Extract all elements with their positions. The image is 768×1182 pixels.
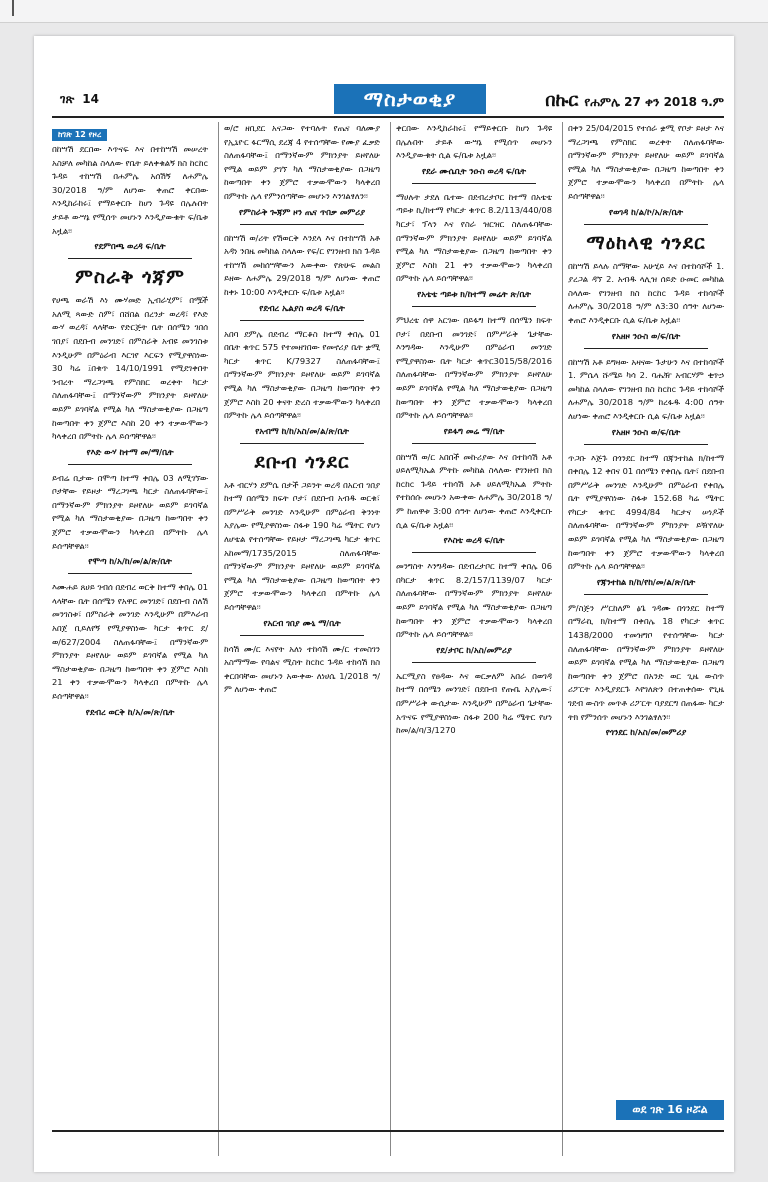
- masthead: [52, 84, 724, 114]
- divider: [240, 224, 365, 225]
- notice: ም/ስጅን ሥርከለም ፅጌ ገዳሙ በጎንደር ከተማ በማራኪ ክ/ከተማ በቀበሌ 18 የካርታ ቁጥር 1438/2000 ተመዝግቦ የተሰጣቸው ካርታ ስለጠፋባቸው በማንኛውም ምክንያት ይዞየለሁ ወይም ይገባኛል የሚል ካለ ማስታወቂያው በጋዜጣ ከወጣበት ቀን ጀምሮ በአንድ ወር ጊዜ ውስጥ ሪፖርት እንዲያደርጉ እየገለጽን በተጠቀሰው የጊዜ ገደብ ውስጥ መጥቶ ሪፖርት ባያደርግ በጠፋው ካርታ ትክ የምንሰጥ መሆኑን እንገልፃለን፡፡: [568, 602, 724, 722]
- column-separator: [562, 122, 563, 1156]
- notice-signature: የእድ ውሃ ከተማ መ/ማ/ቤት: [86, 446, 174, 457]
- notice: ማሀሉት ታደለ ቤተው በደብረታቦር ከተማ በአቴቴ ጣይቱ ኪ/ከተማ የካርታ ቁጥር 8.2/113/440/08 ካርታ፣ ፕላን እና የስራ ዝርዝር ስለጠፋባቸው በማንኛውም ምክንያት ይዞየለሁ ወይም ይገባኛል የሚል ካለ ማስታወቂያው በጋዜጣ ከወጣበት ቀን ጀምሮ እስከ 21 ቀን ተቃውሞውን ካላቀረበ በምትኩ ሌላ ይሰጣቸዋል፡፡: [396, 191, 552, 284]
- divider: [240, 635, 365, 636]
- notice-signature: የአዘዞ ንዑስ ወ/ፍ/ቤት: [611, 426, 681, 437]
- notice: ምህረቴ ሰዋ አርገው በይፋግ ከተማ በሰሜን ክፍት ቦታ፣ በደቡብ መንገድ፣ በምሥራቅ ጌታቸው እንግዳው እንዲሁም በምዕራብ መንገድ የሚያዋስነው ቤት ካርታ ቁጥር3015/58/2016 ስለጠፋባቸው በማንኛውም ምክንያት ይዞየለሁ ወይም ይገባኛል የሚል ካለ ማስታወቂያው በጋዜጣ ከወጣበት ቀን ጀምሮ ተቃውሞውን ካላቀረበ በምትኩ ሌላ ይሰጣቸዋል፡፡: [396, 314, 552, 421]
- divider: [584, 348, 709, 349]
- divider: [584, 444, 709, 445]
- divider: [68, 258, 193, 259]
- notice: በከሣሽ ወ/ር አበበች መኩሪያው እና በተከሳሽ አቶ ሀይለሚካኤል ምትኩ መካከል ስላለው የገንዘብ ክስ ከcከc ጉዳይ ተከሳሽ አቶ ሀይለሚካኤል ምትኩ የተከሰሱ መሆኑን አውቀው ለሐምሌ 30/2018 ዓ/ም ከጠዋቱ 3:00 ሰዓት ለሆነው ቀጠሮ እንዲቀርቡ ሲል ፍ/ቤቱ አዟል፡፡: [396, 451, 552, 530]
- divider: [412, 662, 537, 663]
- divider: [412, 552, 537, 553]
- scroll-marker: [12, 0, 14, 16]
- issue-date: የሐምሌ 27 ቀን 2018 ዓ.ም: [584, 95, 724, 109]
- notice: መንግስት እንግዳው በደብረታቦር ከተማ ቀበሌ 06 በካርታ ቁጥር 8.2/157/1139/07 ካርታ ስለጠፋባቸው በማንኛውም ምክንያት ይዞየለሁ ወይም ይገባኛል የሚል ካለ ማስታወቂያው በጋዜጣ ከወጣበት ቀን ጀምሮ ተቃውሞውን ካላቀረበ በምትኩ ሌላ ይሰጣቸዋል፡፡: [396, 561, 552, 640]
- notice-signature: የሞጣ ከ/አ/ከ/መ/ል/ጽ/ቤት: [88, 556, 172, 567]
- notice: ቀርበው እንዲከራከሩ፤ የማይቀርቡ ከሆነ ጉዳዩ በሌሉበት ታይቶ ውሣኔ የሚሰጥ መሆኑን እንዲያውቁት ሲል ፍ/ቤቱ አዟል፡፡: [396, 123, 552, 161]
- continued-from-label: ከገጽ 12 የዞረ: [52, 129, 107, 141]
- notice-signature: የአቴቴ ጣይቱ ክ/ከተማ መሬት ጽ/ቤት: [417, 288, 531, 299]
- column-4: [568, 122, 724, 743]
- notice: ወ/ሮ ዘቢደር አናጋው የተባሉት የጤና ባለሙያ የኢኒዮር ፋርማሲ ደረጃ 4 የተሰጣቸው የሙያ ፈቃድ ስለጠፋባቸው፤ በማንኛውም ምክንያት ይዞየለሁ የሚል ወይም ያገኘ ካለ ማስታወቂያው በጋዜጣ ከወጣበት ቀን ጀምሮ ተቃውሞውን ካላቀረበ በምትኩ ሌላ የምንሰጣቸው መሆኑን እንገልፃለን፡፡: [224, 123, 380, 201]
- issue-info: [545, 90, 724, 111]
- notice-signature: የደብረ ኤልያስ ወረዳ ፍ/ቤት: [259, 302, 345, 313]
- notice-signature: የደራ ሙሴቢት ንዑስ ወረዳ ፍ/ቤት: [421, 165, 526, 176]
- divider: [68, 464, 193, 465]
- divider: [584, 594, 709, 595]
- column-2: [224, 122, 380, 697]
- header-rule: [52, 116, 724, 118]
- column-1: [52, 122, 208, 723]
- notice-signature: የደምበጫ ወረዳ ፍ/ቤት: [94, 241, 166, 252]
- column-separator: [218, 122, 219, 1156]
- notice: በከሣሽ ይላሉ ስማቸው አሁሂይ እና በተከሳሾች 1. ያረጋል ዳኘ 2. አብዱ ላሊዝ ሰይድ ዑመር መካከል ስላለው የገንዘብ ክስ ከcከc ጉዳይ ተከሳሾች ለሐምሌ 30/2018 ዓ/ም ለ3:30 ሰዓት ለሆነው ቀጠሮ እንዲቀርቡ ሲል ፍ/ቤቱ አዟል፡፡: [568, 260, 724, 325]
- page-number: ገጽ 14: [60, 92, 99, 106]
- notice-signature: የእስቴ ወረዳ ፍ/ቤት: [443, 535, 505, 546]
- notice-signature: የይፋግ መሬ ማ/ቤት: [443, 425, 505, 436]
- footer-rule: [52, 1130, 724, 1132]
- notice: ኤርሚያስ የፀዳው እና ወርቃለም አበራ በወገዳ ከተማ በሰሜን መንገድ፣ በደቡብ የጡቤ አያሌው፣ በምሥራቅ ውሲታው እንዲሁም በምዕራብ ጌታቸው አጥናፍ የሚያዋስነው ስፋቱ 200 ካሬ ሜትር የሆነ ከመ/ል/ባ/3/1270: [396, 670, 552, 736]
- notice: በከሣሽ ደርበው እጥናፍ እና በተከሣሽ መሠረት አስቻለ መካከል ስላለው የቤት ይለቀቁልኝ ክስ ከcከc ጉዳይ ተከሣሽ በሐምሌ አሰሽኝ ለሐምሌ 30/2018 ዓ/ም ለሆነው ቀጠሮ ቀርበው እንዲከራከሩ፤ የማይቀርቡ ከሆነ ጉዳዩ በሌሉበት ታይቶ ውሣኔ የሚሰጥ መሆኑን እንዲያውቁት ፍ/ቤቱ አዟል፡፡: [52, 144, 208, 236]
- divider: [584, 224, 709, 225]
- notice-signature: የጃንተከል ክ/ከ/የከ/መ/ል/ጽ/ቤት: [596, 576, 696, 587]
- notice: በቀን 25/04/2015 የተሰራ ቋሚ የቦታ ይዞታ እና ማረጋገጫ የምስክር ወረቀት ስለጠፋባቸው በማንኛውም ምክንያት ይዞየለሁ ወይም ይገባኛል የሚል ካለ ማስታወቂያው በጋዜጣ ከወጣበት ቀን ጀምሮ ተቃውሞውን ካላቀረበ በምትኩ ሌላ ይሰጣቸዋል፡፡: [568, 123, 724, 201]
- section-banner: ማስታወቂያ: [334, 84, 486, 114]
- divider: [240, 443, 365, 444]
- notice: በከሣሽ አቶ ይግዛው አዛናው ጉታሁን እና በተከሳሾች 1. ምሴላ ሹሜይ ካሳ 2. ባሔዥ አብርሃም ቂጥኃ መካከል ስላለው የገንዘብ ክስ ከcከc ጉዳይ ተከሳሾች ለሐምሌ 30/2018 ዓ/ም ከረፋዱ 4:00 ሰዓት ለሆነው ቀጠሮ እንዲቀርቡ ሲል ፍ/ቤቱ አዟል፡፡: [568, 356, 724, 421]
- notice: ይብሬ ቢታው በሞጣ ከተማ ቀበሌ 03 ለሚገኘው ቦታቸው የይዞታ ማረጋገጫ ካርታ ስለጠፋባቸው፤ በማንኛውም ምክንያት ይዞየለሁ ወይም ይገባኛል የሚል ካለ ማስታወቂያው በጋዜጣ ከወጣበት ቀን ጀምሮ ተቃውሞውን ካላቀረበ በምትኩ ሌላ ይሰጣቸዋል፡፡: [52, 472, 208, 551]
- browser-top-strip: [0, 0, 768, 23]
- notice: ጥጋቡ እጅጉ በጎንደር ከተማ በጃንተከል ክ/ከተማ በቀበሌ 12 ቀበና 01 በሰሜን የቀበሌ ቤት፣ በደቡብ በምሥራቅ መንገድ እንዲሁም በምዕራብ የቀበሌ ቤት የሚያዋስነው ስፋቱ 152.68 ካሬ ሜትር የካርታ ቁጥር 4994/84 ካርታና ሠነዶች ስለጠፋባቸው በማንኛውም ምክንያት ይዥየለሁ ወይም ይገባኛል የሚል ካለ ማስታወቂያው በጋዜጣ ከወጣበት ቀን ጀምሮ ተቃውሞውን ካላቀረበ በምትኩ ሌላ ይሰጣቸዋል፡፡: [568, 452, 724, 572]
- section-heading: ምስራቅ ጎጃም: [75, 266, 185, 289]
- divider: [68, 573, 193, 574]
- notice: በከሣሽ ወ/ሪት የሽወርቅ እንደላ እና በተከሣሽ አቶ አዳነ ንበዜ መካከል ስላለው የፍ/ር የገንዘብ ክስ ጉዳይ ተከሣሽ መከሰሣቸውን አውቀው የጽሁፍ መልስ ይዘው ለሐምሌ 29/2018 ዓ/ም ለሆነው ቀጠሮ ከቀኑ 10:00 እንዲቀርቡ ፍ/ቤቱ አዟል፡፡: [224, 232, 380, 297]
- notice: ከሳሽ ሙ/ር እናየት አለነ ተከሳሽ ሙ/ር ተመስገን አስማማው የባልና ሚስት ከcከc ጉዳይ ተከሳሽ ክስ ቀርበባቸው መሆኑን አውቀው ለነሀሴ 1/2018 ዓ/ም ለሆነው ቀጠሮ: [224, 643, 380, 695]
- notice: እሙሐይ ጸሀይ ገብሰ በደብረ ወርቅ ከተማ ቀበሌ 01 ላላቸው ቤት በሰሜን የአዋር መንገድ፣ በደቡብ ስለሽ መንገስቱ፣ በምስራቅ መንገድ እንዲሁም በምእራብ አበጀ ቢይለየኝ የሚያዋስነው ካርታ ቁጥር ደ/ወ/627/2004 ስለጠፋባቸው፤ በማንኛውም ምክንያት ይዞየለሁ ወይም ይገባኛል የሚል ካለ ማስታወቂያው በጋዜጣ ከወጣበት ቀን ጀምሮ እስከ 21 ቀን ተቃውሞውን ካላቀረበ በምትኩ ሌላ ይሰጣቸዋል፡፡: [52, 582, 208, 701]
- notice-signature: የጎንደር ከ/አስ/መ/መምሪያ: [605, 727, 687, 738]
- section-heading: ማዕከላዊ ጎንደር: [586, 231, 706, 254]
- paper-name: በኩር: [545, 90, 579, 111]
- column-separator: [390, 122, 391, 1156]
- divider: [240, 320, 365, 321]
- notice-signature: የወገዳ ከ/ል/ኮ/አ/ጽ/ቤት: [609, 206, 683, 217]
- notice: የሀጫ ወራሽ እነ ሙሃመድ ኢብራሂም፣ በሟች አለሚ ጻውድ ስም፣ በሸበል በረንታ ወረዳ፣ የእድ ውሃ ወረዳ፣ ላላቸው የድርጅት ቤት በሰሜን ገበሰ ገበያ፣ በደቡብ መንገድ፣ በምስራቅ አብዩ መንገስቱ እንዲሁም በምዕራብ እርገየ እርፍን የሚያዋስነው 30 ካሬ ፤በቁጥ 14/10/1991 የሚደገቀበት ንብረት ማረጋገጫ የምስክር ወረቀት ካርታ ስለጠፋባቸው፤ በማንኛውም ምክንያት ይዞየለሁ ወይም ይገባኛል የሚል ካለ ማስታወቂያው በጋዜጣ ከወጣበት ቀን ጀምሮ እስከ 20 ቀን ተቃውሞውን ካላቀረበ በምትኩ ሌላ ይሰጣቸዋል፡፡: [52, 295, 208, 442]
- divider: [412, 306, 537, 307]
- divider: [412, 183, 537, 184]
- notice-signature: የደ/ታቦር ከ/አስ/መምሪያ: [436, 644, 512, 655]
- notice: አቶ ብርሃን ደምሴ በታች ጋይንት ወረዳ በአርብ ገበያ ከተማ በሰሜን ክፍት ቦታ፣ በደቡብ አብዱ ወርቁ፣ በምሥራቅ መንገድ እንዲሁም በምዕራብ ቅንነት አያሌው የሚያዋስነው ስፋቱ 190 ካሬ ሜትር የሆነ ለሆቴል የተሰጣቸው የይዞታ ማረጋገጫ ካርታ ቁጥር አከመማ/1735/2015 ስለጠፋባቸው በማንኛውም ምክንያት ይዞየለሁ ወይም ይገባኛል የሚል ካለ ማስታወቂያው በጋዜጣ ከወጣበት ቀን ጀምሮ ተቃውሞውን ካላቀረበ በምትኩ ሌላ ይሰጣቸዋል፡፡: [224, 479, 380, 613]
- continued-to-page-16: ወደ ገጽ 16 ዞሯል: [616, 1100, 724, 1120]
- divider: [412, 443, 537, 444]
- column-3: [396, 122, 552, 738]
- notice-signature: የአዘዞ ንዑስ ወ/ፍ/ቤት: [611, 330, 681, 341]
- notice-signature: የደብረ ወርቅ ከ/አ/መ/ጽ/ቤት: [85, 706, 175, 717]
- notice: አበባ ደምሌ በደብረ ማርቆስ ከተማ ቀበሌ 01 በቤት ቁጥር 575 የተመዘገበው የመኖሪያ ቤት ቋሚ ካርታ ቁጥር K/79327 ስለጠፋባቸው፤ በማንኛውም ምክንያት ይዞየለሁ ወይም ይገባኛል የሚል ካለ ማስታወቂያው በጋዜጣ ከወጣበት ቀን ጀምሮ እስከ 20 ቀናት ድረስ ተቃውሞውን ካላቀረበ በምትኩ ሌላ ይሰጣቸዋል፡፡: [224, 328, 380, 421]
- newspaper-page: [34, 36, 734, 1172]
- section-heading: ደቡብ ጎንደር: [254, 450, 350, 473]
- notice-signature: የአብማ ከ/ከ/አስ/መ/ል/ጽ/ቤት: [255, 425, 349, 436]
- notice-signature: የምስራቅ ጐጃም ዞን ጤና ጥበቃ መምሪያ: [239, 206, 365, 217]
- notice-signature: የአርብ ገበያ ሙኒ ማ/ቤት: [263, 617, 341, 628]
